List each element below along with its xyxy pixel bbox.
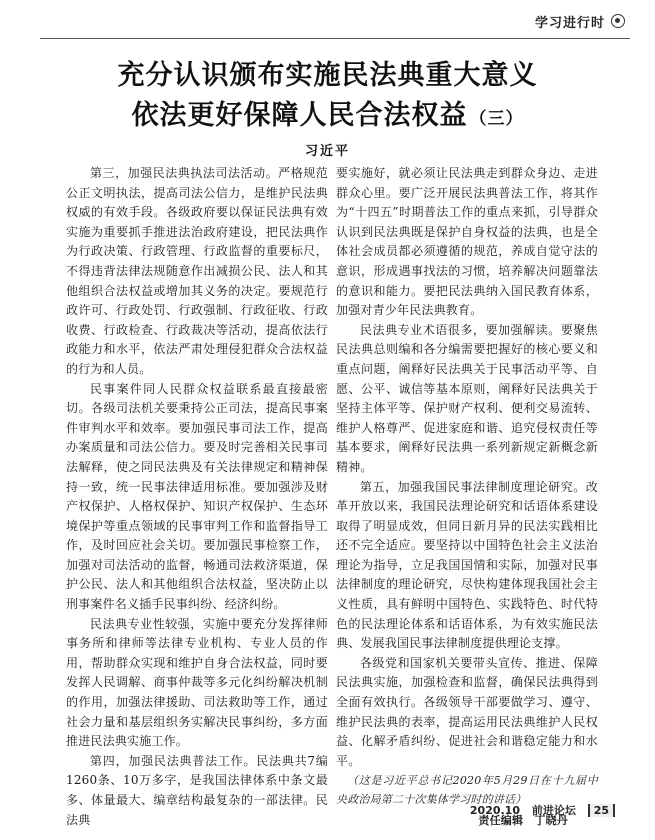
page-header bbox=[0, 0, 655, 40]
paragraph: 第五，加强我国民事法律制度理论研究。改革开放以来，我国民法理论研究和话语体系建设取得了明显成效，但同日新月异的民法实践相比还不完全适应。要坚持以中国特色社会主义法治理论为指导，立足我国国情和实际，加强对民事法律制度的理论研究，尽快构建体现我国社会主义性质，具有鲜明中国特色、实践特色、时代特色的民法理论体系和话语体系，为有效实施民法典、发展我国民事法律制度提供理论支撑。 bbox=[336, 479, 598, 651]
section-circle-icon bbox=[611, 14, 625, 28]
page-number: 25 bbox=[588, 804, 615, 817]
paragraph: 各级党和国家机关要带头宣传、推进、保障民法典实施，加强检查和监督，确保民法典得到全面有效执行。各级领导干部要做学习、遵守、维护民法典的表率，提高运用民法典维护人民权益、化解矛盾纠纷、促进社会和谐稳定能力和水平。 bbox=[336, 655, 598, 768]
paragraph: 民事案件同人民群众权益联系最直接最密切。各级司法机关要秉持公正司法，提高民事案件审判水平和效率。要加强民事司法工作，提高办案质量和司法公信力。要及时完善相关民事司法解释，使之同民法典及有关法律规定和精神保持一致，统一民事法律适用标准。要加强涉及财产权保护、人格权保护、知识产权保护、生态环境保护等重点领域的民事审判工作和监督指导工作，及时回应社会关切。要加强民事检察工作，加强对司法活动的监督，畅通司法救济渠道，保护公民、法人和其他组织合法权益，坚决防止以刑事案件名义插手民事纠纷、经济纠纷。 bbox=[66, 381, 328, 612]
title-line-2-text: 依法更好保障人民合法权益 bbox=[131, 100, 468, 131]
issue-date: 2020.10 bbox=[469, 804, 520, 817]
left-column bbox=[66, 164, 328, 830]
section-label: 学习进行时 bbox=[534, 16, 605, 31]
page-footer bbox=[470, 802, 615, 818]
article-title bbox=[0, 56, 655, 139]
paragraph: 第四，加强民法典普法工作。民法典共7编1260条、10万多字，是我国法律体系中条文最多、体量最大、编章结构最复杂的一部法律。民法典 bbox=[66, 753, 328, 827]
header-rule bbox=[40, 38, 630, 39]
right-column bbox=[336, 164, 598, 831]
paragraph: 民法典专业性较强，实施中要充分发挥律师事务所和律师等法律专业机构、专业人员的作用，帮助群众实现和维护自身合法权益，同时要发挥人民调解、商事仲裁等多元化纠纷解决机制的作用，加强法律援助、司法救助等工作，通过社会力量和基层组织务实解决民事纠纷，多方面推进民法典实施工作。 bbox=[66, 616, 328, 749]
paragraph: 民法典专业术语很多，要加强解读。要聚焦民法典总则编和各分编需要把握好的核心要义和重点问题，阐释好民法典关于民事活动平等、自愿、公平、诚信等基本原则，阐释好民法典关于坚持主体平等、保护财产权利、便利交易流转、维护人格尊严、促进家庭和谐、追究侵权责任等基本要求，阐释好民法典一系列新规定新概念新精神。 bbox=[336, 322, 598, 474]
title-part-number: （三） bbox=[469, 109, 524, 129]
editor-credit: 责任编辑 丁晓丹 bbox=[478, 814, 568, 828]
journal-name: 前进论坛 bbox=[531, 804, 576, 817]
paragraph: 要实施好，就必须让民法典走到群众身边、走进群众心里。要广泛开展民法典普法工作，将其作为“十四五”时期普法工作的重点来抓，引导群众认识到民法典既是保护自身权益的法典，也是全体社会成员都必须遵循的规范，养成自觉守法的意识，形成遇事找法的习惯，培养解决问题靠法的意识和能力。要把民法典纳入国民教育体系，加强对青少年民法典教育。 bbox=[336, 166, 598, 318]
title-line-1: 充分认识颁布实施民法典重大意义 bbox=[117, 60, 538, 91]
paragraph: 第三，加强民法典执法司法活动。严格规范公正文明执法，提高司法公信力，是维护民法典权威的有效手段。各级政府要以保证民法典有效实施为重要抓手推进法治政府建设，把民法典作为行政决策、行政管理、行政监督的重要标尺，不得违背法律法规随意作出减损公民、法人和其他组织合法权益或增加其义务的决定。要规范行政许可、行政处罚、行政强制、行政征收、行政收费、行政检查、行政裁决等活动，提高依法行政能力和水平，依法严肃处理侵犯群众合法权益的行为和人员。 bbox=[66, 166, 328, 376]
author-name: 习近平 bbox=[304, 144, 350, 159]
source-note: （这是习近平总书记2020年5月29日在十九届中央政治局第二十次集体学习时的讲话） bbox=[336, 774, 598, 807]
title-line-2 bbox=[0, 96, 655, 139]
